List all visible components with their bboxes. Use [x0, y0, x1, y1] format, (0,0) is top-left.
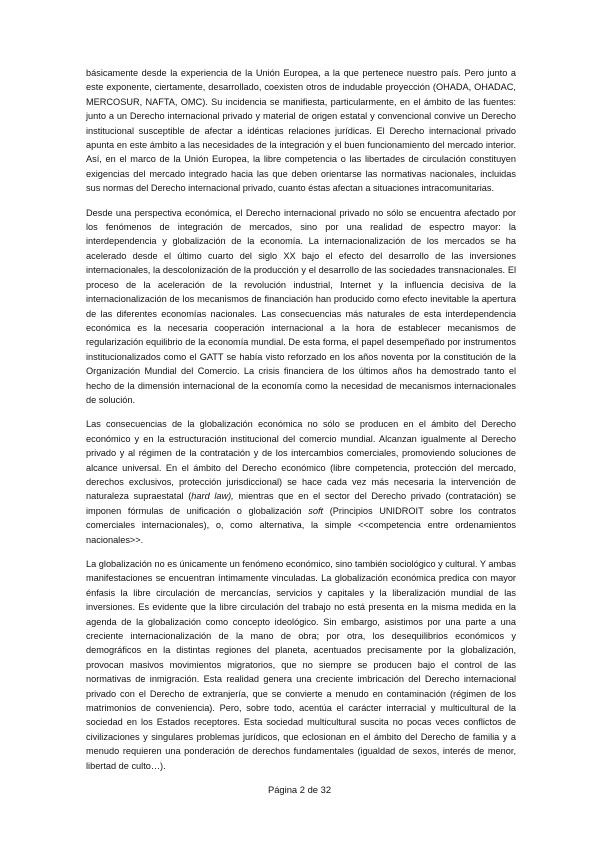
paragraph-2 — [86, 206, 516, 408]
paragraph-4 — [86, 557, 516, 773]
text-run: Las consecuencias de la globalización económica no sólo se producen en el ámbito del Derecho económico y en la estructuración institucional del comercio mundial. Alcanzan igualmente al Derecho privado y al régimen de la contratación y de los intercambios comerciales, promoviendo soluciones de alcance universal. En el ámbito del Derecho económico (libre competencia, protección del mercado, derechos exclusivos, protección jurisdiccional) se hace cada vez más necesaria la intervención de naturaleza supraestatal ( — [86, 419, 516, 502]
page-number-label: Página 2 de 32 — [267, 784, 332, 795]
text-run: La globalización no es únicamente un fenómeno económico, sino también sociológico y cultural. Y ambas manifestaciones se encuentran íntimamente vinculadas. La globalización económica predica con mayor énfasis la libre circulación de mercancías, servicios y capitales y la liberalización mundial de las inversiones. Es evidente que la libre circulación del trabajo no está presenta en la misma medida en la agenda de la globalización como concepto ideológico. Sin embargo, asistimos por una parte a una creciente internacionalización de la mano de obra; por otra, los desequilibrios económicos y demográficos en la distintas regiones del planeta, acentuados precisamente por la globalización, provocan masivos movimientos migratorios, que no siempre se producen bajo el control de las normativas de inmigración. Esta realidad genera una creciente imbricación del Derecho internacional privado con el Derecho de extranjería, que se convierte a menudo en contaminación (régimen de los matrimonios de conveniencia). Pero, sobre todo, acentúa el carácter interracial y multicultural de la sociedad en los Estados receptores. Esta sociedad multicultural suscita no pocas veces conflictos de civilizaciones y singulares problemas jurídicos, que eclosionan en el ámbito del Derecho de familia y a menudo requieren una ponderación de derechos fundamentales (igualdad de sexos, interés de menor, libertad de culto…). — [86, 559, 516, 771]
document-body — [86, 66, 516, 773]
paragraph-3 — [86, 417, 516, 547]
paragraph-1 — [86, 66, 516, 196]
text-run: mientras que en el sector del Derecho privado (contratación) se imponen fórmulas de unificación o globalización — [86, 491, 517, 516]
text-run: (Principios UNIDROIT sobre los contratos comerciales internacionales), o, como alternativa, la simple <<competencia entre ordenamientos nacionales>>. — [86, 505, 516, 545]
text-run: Desde una perspectiva económica, el Derecho internacional privado no sólo se encuentra afectado por los fenómenos de integración de mercados, sino por una realidad de espectro mayor: la interdependencia y globalización de la economía. La internacionalización de los mercados se ha acelerado desde el último cuarto del siglo XX bajo el efecto del desarrollo de las inversiones internacionales, la descolonización de la producción y el desarrollo de las sociedades transnacionales. El proceso de la aceleración de la revolución industrial, Internet y la influencia decisiva de la internacionalización de los mecanismos de financiación han producido como efecto inevitable la apertura de las diferentes economías nacionales. Las consecuencias más naturales de esta interdependencia económica es la necesaria cooperación internacional a la hora de establecer mecanismos de regularización equilibrio de la economía mundial. De esta forma, el papel desempeñado por instrumentos institucionalizados como el GATT se había visto reforzado en los años noventa por la constitución de la Organización Mundial del Comercio. La crisis financiera de los últimos años ha demostrado tanto el hecho de la dimensión internacional de la economía como la necesidad de mecanismos internacionales de solución. — [86, 207, 516, 405]
italic-text-run: hard law), — [191, 491, 234, 502]
page-footer — [0, 784, 599, 796]
text-run: básicamente desde la experiencia de la Unión Europea, a la que pertenece nuestro país. Pero junto a este exponente, ciertamente, desarrollado, coexisten otros de indudable proyección (OHADA, OHADAC, MERCOSUR, NAFTA, OMC). Su incidencia se manifiesta, particularmente, en el ámbito de las fuentes: junto a un Derecho internacional privado y material de origen estatal y convencional convive un Derecho institucional susceptible de afectar a idénticas relaciones jurídicas. El Derecho internacional privado apunta en este ámbito a las necesidades de la integración y el buen funcionamiento del mercado interior. Así, en el marco de la Unión Europea, la libre competencia o las libertades de circulación constituyen exigencias del mercado integrado hacia las que deben orientarse las normativas nacionales, incluidas sus normas del Derecho internacional privado, cuanto éstas afectan a situaciones intracomunitarias. — [86, 68, 516, 194]
italic-text-run: soft — [308, 505, 324, 516]
